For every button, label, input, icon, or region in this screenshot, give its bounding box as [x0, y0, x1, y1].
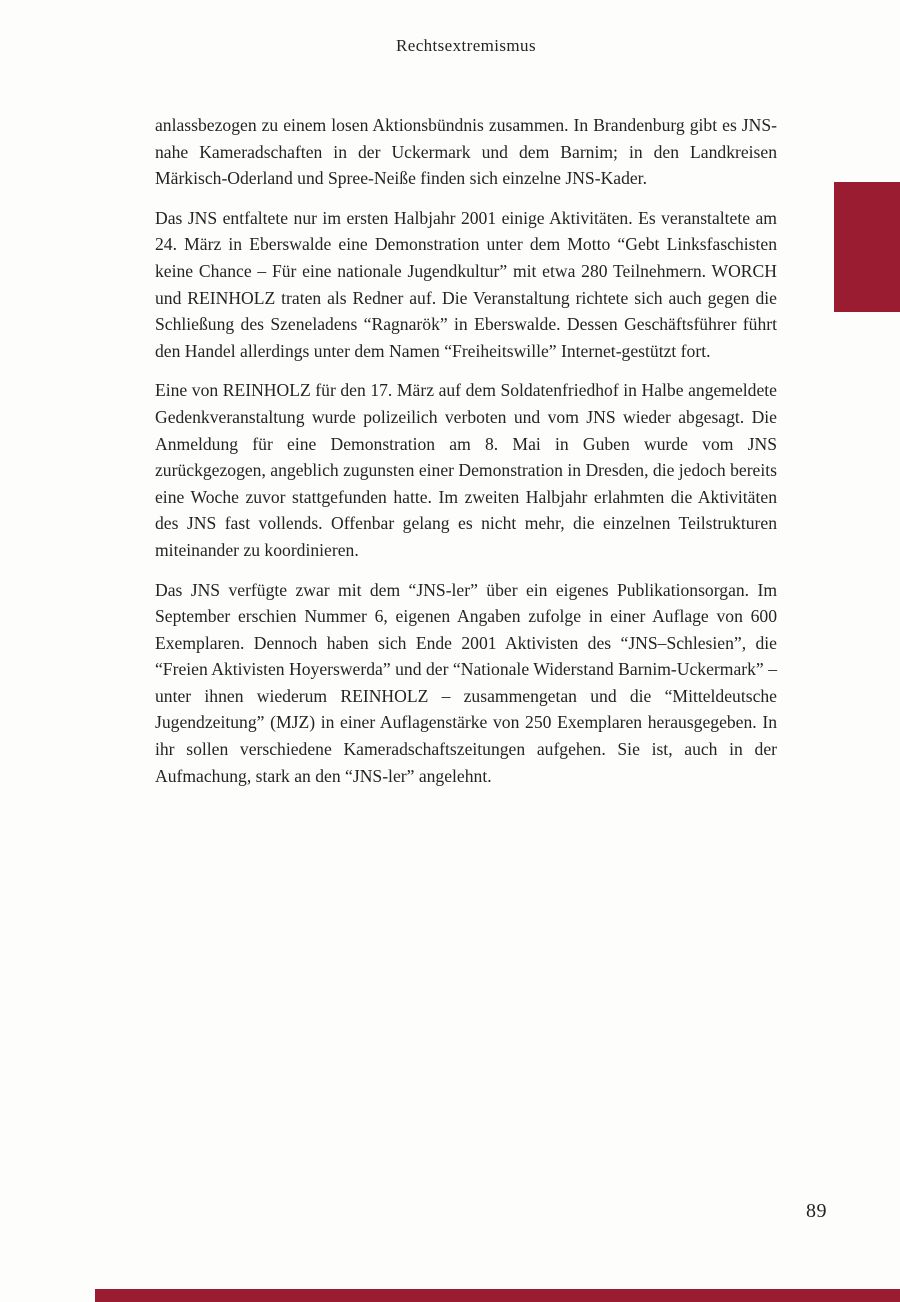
paragraph: Das JNS entfaltete nur im ersten Halbjahr 2001 einige Aktivitäten. Es veranstaltete am 24. März in Eberswalde eine Demonstration unter dem Motto “Gebt Linksfaschisten keine Chance – Für eine nationale Jugendkultur” mit etwa 280 Teilnehmern. WORCH und REINHOLZ traten als Redner auf. Die Veranstaltung richtete sich auch gegen die Schließung des Szeneladens “Ragnarök” in Eberswalde. Dessen Geschäftsführer führt den Handel allerdings unter dem Namen “Freiheitswille” Internet-gestützt fort.	[155, 207, 777, 361]
chapter-tab-marker	[834, 182, 900, 312]
page-number: 89	[806, 1200, 827, 1222]
paragraph: anlassbezogen zu einem losen Aktionsbündnis zusammen. In Brandenburg gibt es JNS-nahe Kameradschaften in der Uckermark und dem Barnim; in den Landkreisen Märkisch-Oderland und Spree-Neiße finden sich einzelne JNS-Kader.	[155, 115, 777, 189]
paragraph: Das JNS verfügte zwar mit dem “JNS-ler” über ein eigenes Publikationsorgan. Im September erschien Nummer 6, eigenen Angaben zufolge in einer Auflage von 600 Exemplaren. Dennoch haben sich Ende 2001 Aktivisten des “JNS–Schlesien”, die “Freien Aktivisten Hoyerswerda” und der “Nationale Widerstand Barnim-Uckermark” – unter ihnen wiederum REINHOLZ – zusammengetan und die “Mitteldeutsche Jugendzeitung” (MJZ) in einer Auflagenstärke von 250 Exemplaren herausgegeben. In ihr sollen verschiedene Kameradschaftszeitungen aufgehen. Sie ist, auch in der Aufmachung, stark an den “JNS-ler” angelehnt.	[155, 579, 777, 786]
paragraph: Eine von REINHOLZ für den 17. März auf dem Soldatenfriedhof in Halbe angemeldete Gedenkveranstaltung wurde polizeilich verboten und vom JNS wieder abgesagt. Die Anmeldung für eine Demonstration am 8. Mai in Guben wurde vom JNS zurückgezogen, angeblich zugunsten einer Demonstration in Dresden, die jedoch bereits eine Woche zuvor stattgefunden hatte. Im zweiten Halbjahr erlahmten die Aktivitäten des JNS fast vollends. Offenbar gelang es nicht mehr, die einzelnen Teilstrukturen miteinander zu koordinieren.	[155, 380, 777, 560]
running-header: Rechtsextremismus	[396, 36, 536, 55]
bottom-edge-bar	[95, 1289, 900, 1302]
body-text	[155, 112, 777, 802]
